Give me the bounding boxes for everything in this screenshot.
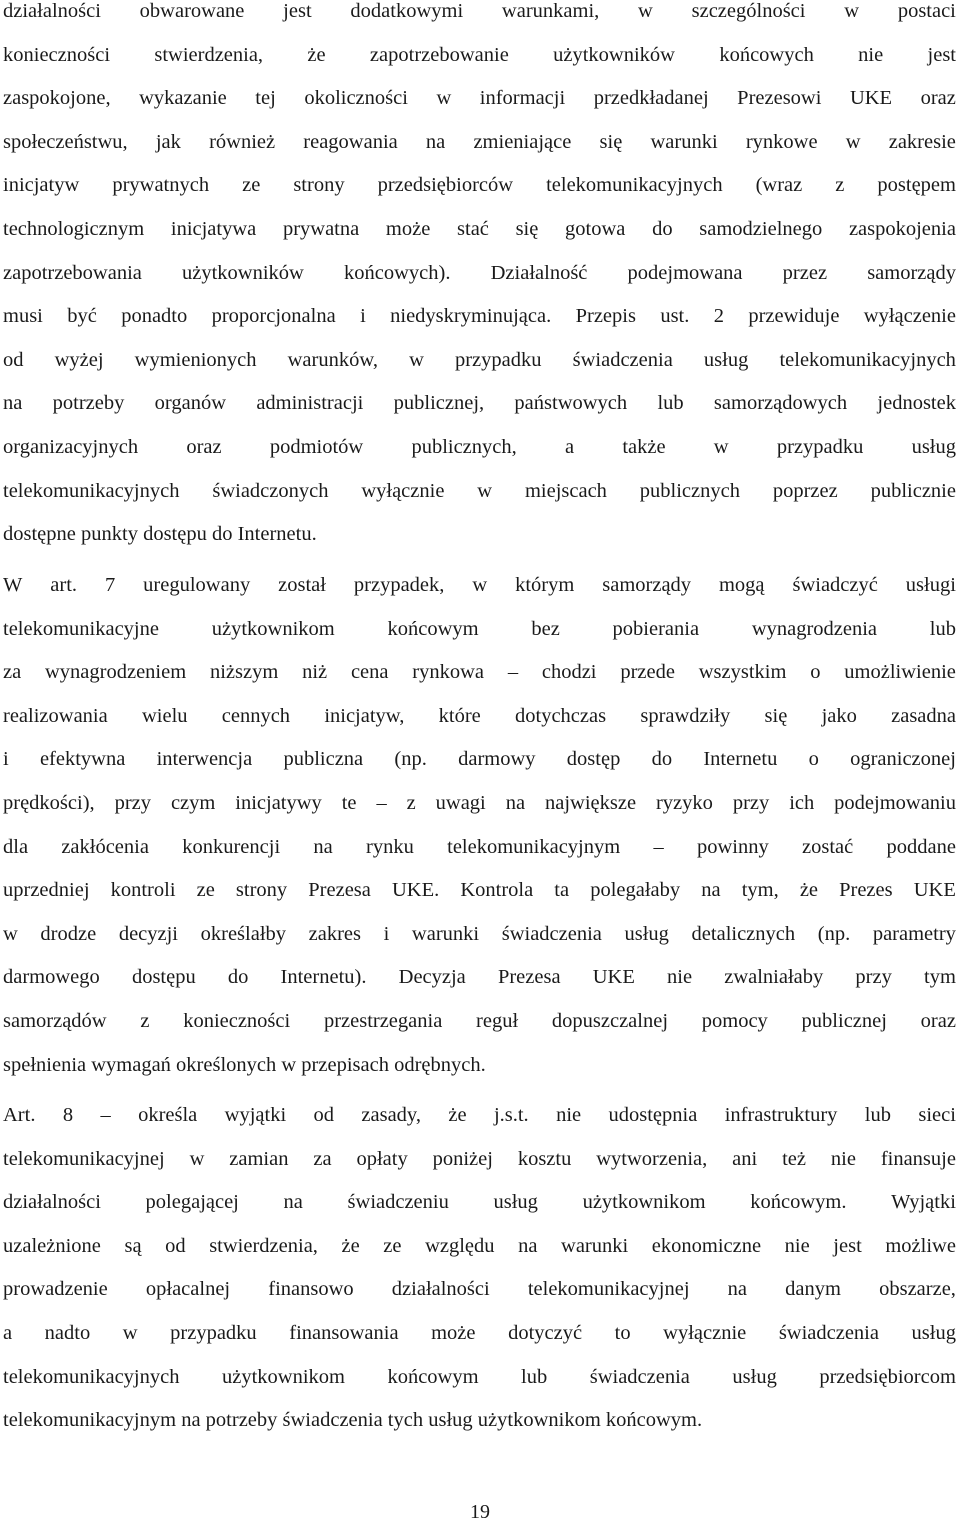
text-line: inicjatyw prywatnych ze strony przedsiębiorców telekomunikacyjnych (wraz z postępem <box>3 174 956 197</box>
text-line: musi być ponadto proporcjonalna i niedyskryminująca. Przepis ust. 2 przewiduje wyłączenie <box>3 305 956 328</box>
text-line: telekomunikacyjnym na potrzeby świadczenia tych usług użytkownikom końcowym. <box>3 1409 703 1432</box>
text-line: zaspokojone, wykazanie tej okoliczności w informacji przedkładanej Prezesowi UKE oraz <box>3 87 956 110</box>
paragraph-1 <box>3 0 956 557</box>
text-line: prędkości), przy czym inicjatywy te – z uwagi na największe ryzyko przy ich podejmowaniu <box>3 791 956 814</box>
text-line: darmowego dostępu do Internetu). Decyzja Prezesa UKE nie zwalniałaby przy tym <box>3 966 956 989</box>
text-line: uprzedniej kontroli ze strony Prezesa UKE. Kontrola ta polegałaby na tym, że Prezes UKE <box>3 879 956 902</box>
text-line: samorządów z konieczności przestrzegania reguł dopuszczalnej pomocy publicznej oraz <box>3 1009 956 1032</box>
text-line: w drodze decyzji określałby zakres i warunki świadczenia usług detalicznych (np. parametry <box>3 922 956 945</box>
text-line: i efektywna interwencja publiczna (np. darmowy dostęp do Internetu o ograniczonej <box>3 748 956 771</box>
text-line: za wynagrodzeniem niższym niż cena rynkowa – chodzi przede wszystkim o umożliwienie <box>3 661 956 684</box>
text-line: działalności polegającej na świadczeniu usług użytkownikom końcowym. Wyjątki <box>3 1191 956 1214</box>
text-line: dla zakłócenia konkurencji na rynku telekomunikacyjnym – powinny zostać poddane <box>3 835 956 858</box>
text-line: działalności obwarowane jest dodatkowymi warunkami, w szczególności w postaci <box>3 0 956 22</box>
text-line: prowadzenie opłacalnej finansowo działalności telekomunikacyjnej na danym obszarze, <box>3 1278 956 1301</box>
text-line: społeczeństwu, jak również reagowania na zmieniające się warunki rynkowe w zakresie <box>3 130 956 153</box>
text-line: uzależnione są od stwierdzenia, że ze względu na warunki ekonomiczne nie jest możliwe <box>3 1234 956 1257</box>
page-number: 19 <box>470 1501 490 1523</box>
paragraph-3 <box>3 1094 956 1443</box>
text-line: telekomunikacyjnej w zamian za opłaty poniżej kosztu wytworzenia, ani też nie finansuje <box>3 1147 956 1170</box>
text-line: Art. 8 – określa wyjątki od zasady, że j.s.t. nie udostępnia infrastruktury lub sieci <box>3 1104 956 1126</box>
text-line: na potrzeby organów administracji publicznej, państwowych lub samorządowych jednostek <box>3 392 956 415</box>
text-line: telekomunikacyjnych świadczonych wyłącznie w miejscach publicznych poprzez publicznie <box>3 479 956 502</box>
text-line: od wyżej wymienionych warunków, w przypadku świadczenia usług telekomunikacyjnych <box>3 348 956 371</box>
text-line: realizowania wielu cennych inicjatyw, które dotychczas sprawdziły się jako zasadna <box>3 704 956 727</box>
text-line: organizacyjnych oraz podmiotów publicznych, a także w przypadku usług <box>3 435 956 458</box>
text-line: technologicznym inicjatywa prywatna może stać się gotowa do samodzielnego zaspokojenia <box>3 217 956 240</box>
text-line: W art. 7 uregulowany został przypadek, w którym samorządy mogą świadczyć usługi <box>3 574 956 596</box>
paragraph-2 <box>3 564 956 1087</box>
text-line: konieczności stwierdzenia, że zapotrzebowanie użytkowników końcowych nie jest <box>3 43 956 66</box>
text-line: spełnienia wymagań określonych w przepisach odrębnych. <box>3 1053 486 1076</box>
text-line: telekomunikacyjne użytkownikom końcowym bez pobierania wynagrodzenia lub <box>3 617 956 640</box>
text-line: dostępne punkty dostępu do Internetu. <box>3 523 317 546</box>
text-line: telekomunikacyjnych użytkownikom końcowym lub świadczenia usług przedsiębiorcom <box>3 1365 956 1388</box>
text-line: a nadto w przypadku finansowania może dotyczyć to wyłącznie świadczenia usług <box>3 1321 956 1344</box>
text-line: zapotrzebowania użytkowników końcowych). Działalność podejmowana przez samorządy <box>3 261 956 284</box>
